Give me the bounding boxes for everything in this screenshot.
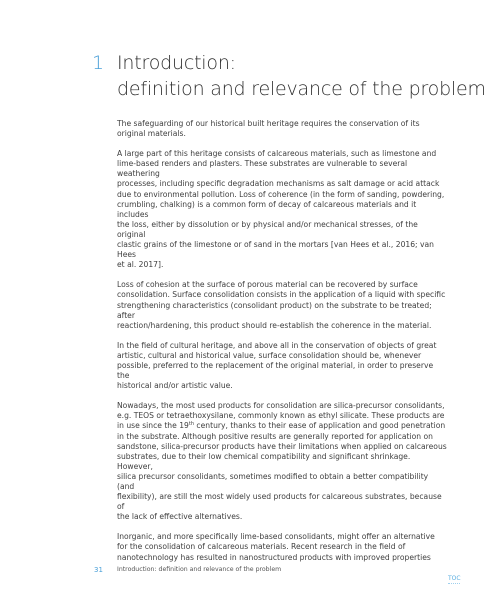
paragraph bbox=[117, 280, 447, 330]
paragraph-line: silica precursor consolidants, sometimes modified to obtain a better compatibility (and bbox=[117, 471, 429, 491]
paragraph bbox=[117, 149, 447, 270]
paragraph-line: et al. 2017]. bbox=[117, 260, 164, 270]
paragraph-line: in the substrate. Although positive results are generally reported for application on bbox=[117, 431, 433, 441]
paragraph-line: the lack of effective alternatives. bbox=[117, 512, 243, 522]
paragraph-line: possible, preferred to the replacement of the original material, in order to preserve the bbox=[117, 360, 434, 381]
paragraph-line: Loss of cohesion at the surface of porous material can be recovered by surface bbox=[117, 280, 418, 290]
paragraph-line: Inorganic, and more specifically lime-based consolidants, might offer an alternative bbox=[117, 532, 435, 542]
paragraph-line: for the consolidation of calcareous materials. Recent research in the field of bbox=[117, 542, 406, 552]
paragraph-line: in use since the 19th century, thanks to their ease of application and good penetration bbox=[117, 421, 446, 431]
page-number: 31 bbox=[94, 566, 103, 574]
paragraph-line: Nowadays, the most used products for consolidation are silica-precursor consolidants, bbox=[117, 401, 445, 411]
chapter-title bbox=[117, 50, 486, 102]
running-title: Introduction: definition and relevance of the problem bbox=[117, 566, 282, 573]
paragraph-line: processes, including specific degradation mechanisms as salt damage or acid attack bbox=[117, 179, 440, 189]
paragraph-line: A large part of this heritage consists of calcareous materials, such as limestone and bbox=[117, 149, 437, 159]
paragraph-line: reaction/hardening, this product should re-establish the coherence in the material. bbox=[117, 320, 432, 330]
paragraph-line: lime-based renders and plasters. These substrates are vulnerable to several weathering bbox=[117, 159, 408, 179]
paragraph-line: nanotechnology has resulted in nanostructured products with improved properties bbox=[117, 552, 431, 562]
paragraph bbox=[117, 341, 447, 391]
paragraph-line: strengthening characteristics (consolidant product) on the substrate to be treated; after bbox=[117, 300, 432, 320]
chapter-number: 1 bbox=[92, 52, 105, 74]
paragraph bbox=[117, 532, 447, 562]
toc-label[interactable]: TOC bbox=[448, 575, 461, 582]
chapter-title-line2: definition and relevance of the problem bbox=[117, 78, 486, 100]
paragraph-line: flexibility), are still the most widely used products for calcareous substrates, because of bbox=[117, 492, 442, 512]
paragraph-line: artistic, cultural and historical value, surface consolidation should be, whenever bbox=[117, 350, 422, 360]
body-text bbox=[117, 119, 447, 573]
paragraph bbox=[117, 119, 447, 139]
toc-link[interactable] bbox=[448, 575, 461, 586]
paragraph-line: sandstone, silica-precursor products have their limitations when applied on calcareous bbox=[117, 441, 447, 451]
paragraph-line: In the field of cultural heritage, and above all in the conservation of objects of great bbox=[117, 340, 437, 350]
chapter-title-line1: Introduction: bbox=[117, 52, 236, 74]
paragraph-line: crumbling, chalking) is a common form of decay of calcareous materials and it includes bbox=[117, 199, 417, 219]
paragraph-line: the loss, either by dissolution or by physical and/or mechanical stresses, of the original bbox=[117, 219, 418, 239]
paragraph-line: due to environmental pollution. Loss of coherence (in the form of sanding, powdering, bbox=[117, 189, 445, 199]
paragraph-line: substrates, due to their low chemical compatibility and significant shrinkage. However, bbox=[117, 451, 411, 471]
paragraph-line: The safeguarding of our historical built heritage requires the conservation of its bbox=[117, 119, 420, 128]
paragraph bbox=[117, 401, 447, 522]
paragraph-line: clastic grains of the limestone or of sand in the mortars [van Hees et al., 2016; van Hees bbox=[117, 240, 434, 260]
paragraph-line: original materials. bbox=[117, 129, 186, 139]
paragraph-line: e.g. TEOS or tetraethoxysilane, commonly known as ethyl silicate. These products are bbox=[117, 411, 445, 421]
toc-underline bbox=[448, 583, 460, 586]
paragraph-line: consolidation. Surface consolidation consists in the application of a liquid with specific bbox=[117, 290, 446, 300]
paragraph-line: historical and/or artistic value. bbox=[117, 381, 233, 391]
